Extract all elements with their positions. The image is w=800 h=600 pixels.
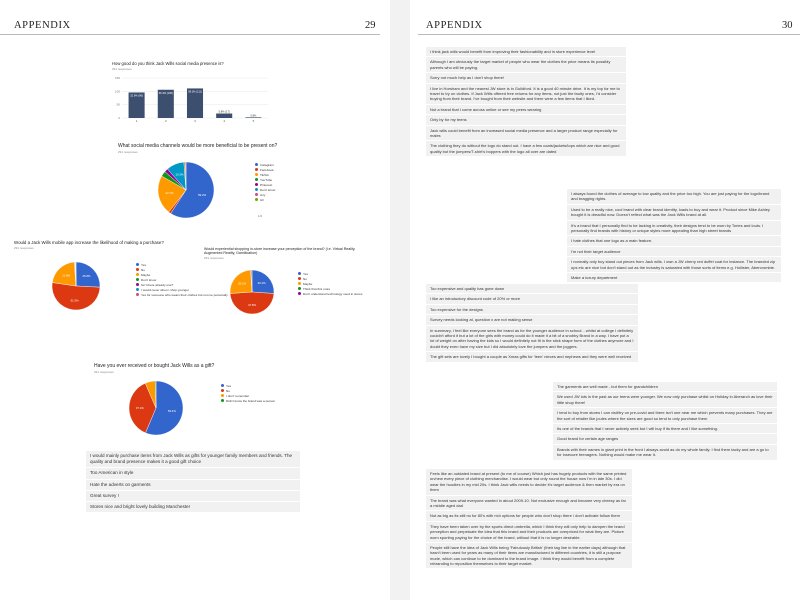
legend-label: Yes for someone who wears their clothes but not me personally xyxy=(141,292,228,297)
right-page xyxy=(410,0,800,600)
legend-label: Isn't there already one? xyxy=(141,282,174,287)
legend-swatch xyxy=(298,272,301,275)
bar xyxy=(216,113,232,118)
pie-data-label: 51.5% xyxy=(70,298,79,303)
survey-response: In summary, I feel like everyone sees the brand as for the younger audience in school... whilst at college I definitely couldn't afford it but a lot of the girls with money could do it made it a bit of a snobby Brand in a way. I have put a lot of weight on after having the kids so I would definitely not fit in the stick shape form of the clothes anymore and I doubt they even have my size but I did absolutely love the jumpers and the joggers. xyxy=(426,326,638,353)
survey-response: Although I am obviously the target market of people who wear the clothes the price means its possibly parents who will be paying. xyxy=(426,57,626,73)
legend-swatch xyxy=(255,168,258,171)
survey-response: The brand was what everyone wanted in about 2009-10. Not exclusive enough and became very cheesy as far a middle aged dad xyxy=(426,496,632,512)
legend-label: I don't remember xyxy=(226,393,250,398)
app-pie-legend xyxy=(136,262,228,297)
app-pie-block xyxy=(14,240,164,250)
social-pie-legend xyxy=(255,162,275,202)
survey-response: Make a luxury department xyxy=(567,273,781,283)
pie-data-label: 26.1% xyxy=(257,280,266,285)
survey-response: Brands with their names in giant print in the front I always avoid as do my whole family. I find them tacky and are a go to for insecure teenagers. Nothing would make me wear it. xyxy=(553,445,777,461)
x-tick-label: 1 xyxy=(135,119,138,123)
legend-label: Any xyxy=(260,192,266,197)
legend-label: Maybe xyxy=(303,281,313,286)
survey-response: Survey needs looking at, question x are not making sense xyxy=(426,315,638,325)
survey-response: Not as big as its still no for 80's with rich options for people who don't shop there / don't activate follow them xyxy=(426,511,632,521)
gift-pie-block xyxy=(94,363,294,374)
survey-response: I live in Horsham and the nearest JW store is in Guildford. It is a good 40 minute drive. It is my top for me to travel to try on clothes. If Jack Wills offered free returns for any items, not just the faulty ones, I'd consider buying from their brand. I've bought from their website and there were a few items that I liked. xyxy=(426,84,626,105)
running-head-right: APPENDIX xyxy=(426,20,483,31)
legend-item xyxy=(255,197,275,202)
header-rule-right xyxy=(418,34,800,35)
bar-chart-title: How good do you think Jack Wills social media presence is? xyxy=(112,61,224,66)
social-pie-title: What social media channels would be more beneficial to be present on? xyxy=(118,143,278,149)
bar-chart xyxy=(112,74,272,126)
legend-label: Maybe xyxy=(141,272,151,277)
x-tick-label: 5 xyxy=(252,119,255,123)
survey-response: Only by for my teens xyxy=(426,115,626,125)
bar-data-label: 0.8% xyxy=(250,114,257,118)
running-head-left: APPENDIX xyxy=(14,20,71,31)
survey-response: I would mainly purchase items from Jack Wills as gifts for younger family members and friends. The quality and brand presence makes it a good gift choice xyxy=(86,451,300,468)
pie-data-label: 37.1% xyxy=(135,406,144,411)
legend-swatch xyxy=(221,394,224,397)
bar-chart-subtitle: 291 responses xyxy=(112,67,132,71)
pie-data-label: 22.7% xyxy=(165,191,174,196)
survey-response: They have been taken over by the sports direct umbrella, which I think they will only help to dampen the brand perception and perpetuate the idea that this brand and their products are overpriced for what they are. Picture worn sporting paying for the choice of the brand, without that it is no longer desirable. xyxy=(426,522,632,543)
response-list-a xyxy=(426,47,626,157)
gift-pie-subtitle: 291 responses xyxy=(94,370,114,374)
legend-swatch xyxy=(255,183,258,186)
pie-data-label: 10.3% xyxy=(175,172,184,177)
survey-response: The clothing they do without the logo do stand out. I have a few coats/jackets/tops which are nice and good quality but the jumpers/T-shirt's boppers with the logo all over are dated xyxy=(426,141,626,157)
tech-pie-legend xyxy=(298,271,362,296)
survey-response: I always found the clothes of average to low quality and the price too high. You are just paying for the logo/brand and bragging rights. xyxy=(567,189,781,205)
survey-response: Feels like an outdated brand at present (to me of course) Which just has hugely products with the same printed on/new every piece of clothing merchandise. I would wear but only round the house now I'm in late 30s. I did wear the hoodies in my mid 20s. I think Jack wills needs to decide it's target audience & then market by era on them xyxy=(426,469,632,496)
survey-response: The gift sets are lovely I bought a couple as Xmas gifts for 'teen' nieces and nephews and they were well received xyxy=(426,352,638,362)
bar xyxy=(245,117,261,118)
legend-label: Instagram xyxy=(260,162,274,167)
survey-response: It's a brand that I personally find to be lacking in creativity, their designs tend to be worn by Tories and louts. I personally find brands with history or unique styles more appealing than high street brands xyxy=(567,221,781,237)
left-response-list xyxy=(86,451,300,513)
gift-pie-title: Have you ever received or bought Jack Wills as a gift? xyxy=(94,363,215,369)
y-tick-label: 100 xyxy=(114,89,120,94)
social-pie-block xyxy=(118,143,318,154)
survey-response: I hate clothes that one logo as a main feature. xyxy=(567,236,781,246)
y-tick-label: 150 xyxy=(114,76,120,80)
tech-pie-title: Would experiential shopping in-store increase your perception of the brand? (i.e. Virtual Reality, Augmented Reality, Gamification) xyxy=(204,247,356,255)
legend-label: Yes xyxy=(141,262,147,267)
pie-slice xyxy=(52,283,100,310)
tech-pie-subtitle: 291 responses xyxy=(204,256,224,260)
legend-swatch xyxy=(221,399,224,402)
survey-response: Too expensive and quality has gone down xyxy=(426,284,638,294)
legend-label: No xyxy=(141,267,145,272)
legend-swatch xyxy=(255,178,258,181)
survey-response: I think jack wills would benefit from improving their fashionability and in store experience level xyxy=(426,47,626,57)
pie-data-label: 47.8% xyxy=(248,303,256,308)
mobile-app-pie-chart xyxy=(50,260,102,312)
survey-response: I'm not their target audience xyxy=(567,247,781,257)
legend-label: I would never when I shop younger xyxy=(141,287,189,292)
app-pie-title: Would a Jack Wills mobile app increase the likelihood of making a purchase? xyxy=(14,240,164,245)
legend-swatch xyxy=(298,282,301,285)
legend-swatch xyxy=(298,292,301,295)
tech-pie-block xyxy=(204,247,364,260)
legend-swatch xyxy=(136,273,139,276)
legend-item xyxy=(298,291,362,296)
bar-data-label: 32.9% (96) xyxy=(130,94,143,98)
survey-response: I normally only buy stand out pieces from Jack wills. I own a JW cherry red duffel coat for instance. The branded zip ups etc are nice but don't stand out as the industry is saturated with those sorts of items e.g. Hollister, Abercrombie. xyxy=(567,257,781,273)
response-list-e xyxy=(426,469,632,569)
social-media-pie-chart xyxy=(156,160,216,220)
y-tick-label: 50 xyxy=(116,102,120,107)
legend-label: Don't know xyxy=(260,187,276,192)
legend-label: All xyxy=(260,197,264,202)
legend-label: Don't understand technology used in stores xyxy=(303,291,363,296)
pie-data-label: 25.8% xyxy=(82,274,91,279)
legend-swatch xyxy=(255,198,258,201)
legend-swatch xyxy=(298,287,301,290)
bar-data-label: 36.4% (106) xyxy=(158,91,173,95)
legend-item xyxy=(136,292,228,297)
survey-response: Sorry not much help as I don't shop there! xyxy=(426,73,626,83)
response-list-d xyxy=(553,382,777,461)
gift-pie-chart xyxy=(128,380,184,436)
legend-label: Don't know xyxy=(141,277,157,282)
gift-pie-legend xyxy=(221,383,275,403)
survey-response: Too expensive for the designs xyxy=(426,305,638,315)
header-rule xyxy=(0,34,380,35)
survey-response: Jack wills could benefit from an increased social media presence and a larger product range especially for males xyxy=(426,126,626,142)
x-tick-label: 3 xyxy=(194,119,196,123)
legend-label: Facebook xyxy=(260,167,274,172)
survey-response: Good brand for certain age ranges xyxy=(553,434,777,444)
legend-label: No xyxy=(303,276,307,281)
legend-swatch xyxy=(136,288,139,291)
legend-swatch xyxy=(255,193,258,196)
legend-label: Didn't know the brand was a person xyxy=(226,398,276,403)
survey-response: Too American in style xyxy=(86,468,300,479)
x-tick-label: 2 xyxy=(164,119,167,123)
legend-label: Yes xyxy=(226,383,232,388)
legend-swatch xyxy=(136,283,139,286)
survey-response: Stores nice and bright lovely building Manchester xyxy=(86,502,300,513)
page-gutter xyxy=(390,0,410,600)
survey-response: The garments are well made - but them for grandchildren xyxy=(553,382,777,392)
app-pie-subtitle: 291 responses xyxy=(14,246,34,250)
legend-swatch xyxy=(255,173,258,176)
bar-chart-block xyxy=(112,61,272,71)
pie-data-label: 59.2% xyxy=(198,192,207,197)
legend-item xyxy=(221,398,275,403)
legend-swatch xyxy=(255,188,258,191)
survey-response: People still have the idea of Jack Wills being 'Fabulously British' (their tag line in the earlier days) although that hasn't been used for years as many of their items are manufactured in different countries, it is still a purpose mode, which can continue to be dominant to the brand image. I think they would benefit from a complete rebranding to reposition themselves to their target market. xyxy=(426,543,632,570)
survey-response: Used to be a really nice, cool brand with clear brand identity, loads to buy and wear it. Product since Mike Ashley bought it is dreadful now. Doesn't reflect what was the Jack Wills brand at all. xyxy=(567,205,781,221)
page-number-right: 30 xyxy=(782,20,793,31)
survey-response: Hate the adverts on garments xyxy=(86,480,300,491)
legend-label: Pinterest xyxy=(260,182,273,187)
legend-swatch xyxy=(136,268,139,271)
survey-response: Great survey ! xyxy=(86,491,300,502)
legend-pager[interactable]: 1/2 xyxy=(258,214,263,218)
legend-swatch xyxy=(255,163,258,166)
experiential-pie-chart xyxy=(228,268,276,316)
response-list-c xyxy=(426,284,638,363)
legend-swatch xyxy=(136,278,139,281)
pie-data-label: 56.4% xyxy=(167,409,176,414)
bar-data-label: 5.8% (17) xyxy=(218,110,230,114)
social-pie-subtitle: 291 responses xyxy=(118,150,138,154)
survey-response: We used JW lots in the past as our teens were younger. We now only purchase whilst on Holiday in Aberarch as love their little shop there! xyxy=(553,392,777,408)
legend-label: YouTube xyxy=(260,177,273,182)
pie-data-label: 25.1% xyxy=(238,281,247,286)
left-page xyxy=(0,0,390,600)
survey-response: I tend to buy from stores I can visit/try on pre-covid and there isn't one near me which prevents many purchases. They are the sort of retailer like joules where the sizes are good so tend to only purchase them xyxy=(553,408,777,424)
y-tick-label: 0 xyxy=(118,116,120,120)
legend-label: No xyxy=(226,388,230,393)
page-number-left: 29 xyxy=(365,20,376,31)
legend-swatch xyxy=(221,389,224,392)
survey-response: Its one of the brands that I never actively seek but I will buy if its there and I like something. xyxy=(553,424,777,434)
x-tick-label: 4 xyxy=(223,119,226,123)
legend-label: Think that this more xyxy=(303,286,331,291)
legend-label: TikTok xyxy=(260,172,269,177)
legend-swatch xyxy=(221,384,224,387)
pie-data-label: 21.6% xyxy=(62,273,71,278)
response-list-b xyxy=(567,189,781,283)
legend-swatch xyxy=(298,277,301,280)
legend-swatch xyxy=(136,263,139,266)
legend-swatch xyxy=(136,293,139,296)
legend-label: Yes xyxy=(303,271,309,276)
survey-response: I like an introductory discount code of 20% or more xyxy=(426,294,638,304)
bar-data-label: 38.1% (111) xyxy=(188,90,202,94)
survey-response: Not a brand that I come across online or see my peers wearing xyxy=(426,105,626,115)
